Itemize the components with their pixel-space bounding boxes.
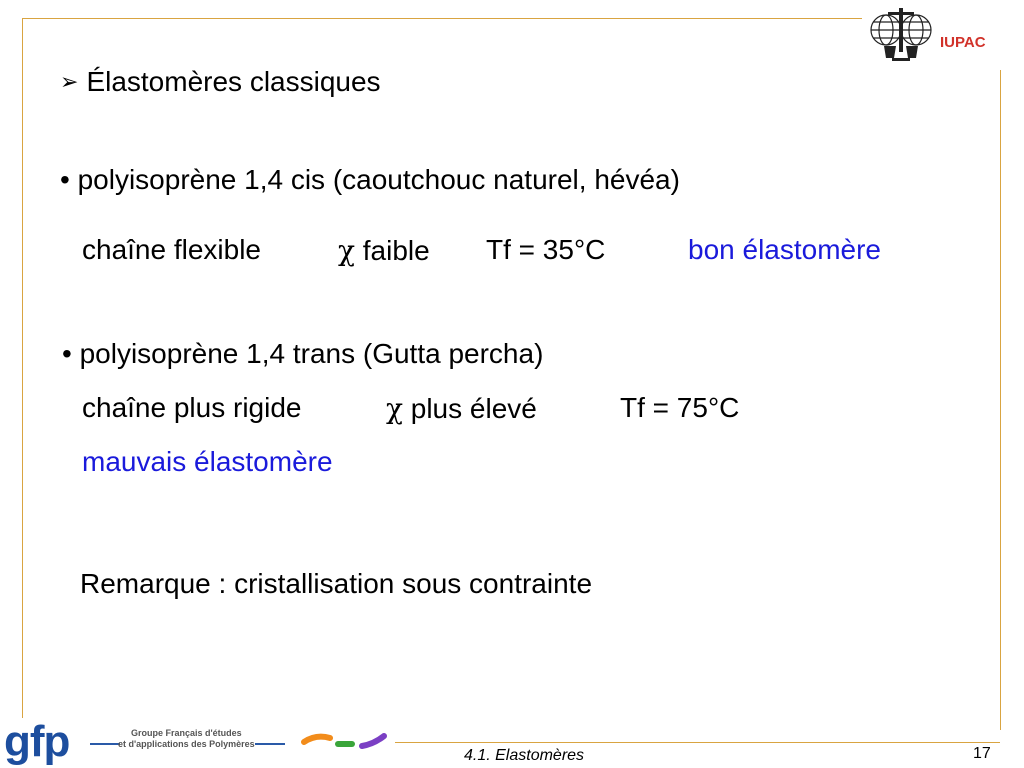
- trans-chain-flexibility: chaîne plus rigide: [82, 392, 302, 423]
- bullet-trans-polyisoprene: • polyisoprène 1,4 trans (Gutta percha): [62, 338, 544, 369]
- gfp-swoosh-logo: [300, 728, 390, 752]
- page-number: 17: [973, 745, 991, 762]
- gfp-subtitle-line1: Groupe Français d'études: [131, 728, 242, 738]
- frame-right-border: [1000, 70, 1001, 730]
- gfp-divider: [255, 743, 285, 745]
- iupac-globe-logo: [866, 4, 936, 64]
- remark-text: Remarque : cristallisation sous contrainte: [80, 568, 593, 599]
- iupac-label: IUPAC: [940, 34, 986, 51]
- trans-chi-text: plus élevé: [410, 393, 537, 424]
- trans-chi-value: [386, 392, 537, 425]
- gfp-divider: [90, 743, 120, 745]
- gfp-logo-text: gfp: [4, 717, 70, 766]
- chi-symbol: χ: [386, 392, 403, 425]
- cis-melting-temp: Tf = 35°C: [486, 234, 606, 265]
- frame-top-border: [22, 18, 862, 19]
- frame-bottom-border: [395, 742, 1000, 743]
- bullet-cis-polyisoprene: • polyisoprène 1,4 cis (caoutchouc naturel, hévéa): [60, 164, 680, 195]
- heading-text: Élastomères classiques: [86, 66, 381, 97]
- trans-verdict: mauvais élastomère: [82, 446, 333, 477]
- cis-chi-text: faible: [362, 235, 430, 266]
- section-heading: [60, 66, 381, 98]
- cis-verdict: bon élastomère: [688, 234, 882, 265]
- trans-melting-temp: Tf = 75°C: [620, 392, 740, 423]
- chi-symbol: χ: [338, 234, 355, 267]
- gfp-subtitle: [118, 728, 255, 750]
- cis-chain-flexibility: chaîne flexible: [82, 234, 262, 265]
- gfp-subtitle-line2: et d'applications des Polymères: [118, 739, 255, 749]
- footer-section-title: 4.1. Elastomères: [464, 747, 585, 764]
- arrow-bullet-icon: ➢: [60, 69, 79, 94]
- cis-chi-value: [338, 234, 430, 267]
- frame-left-border: [22, 18, 23, 718]
